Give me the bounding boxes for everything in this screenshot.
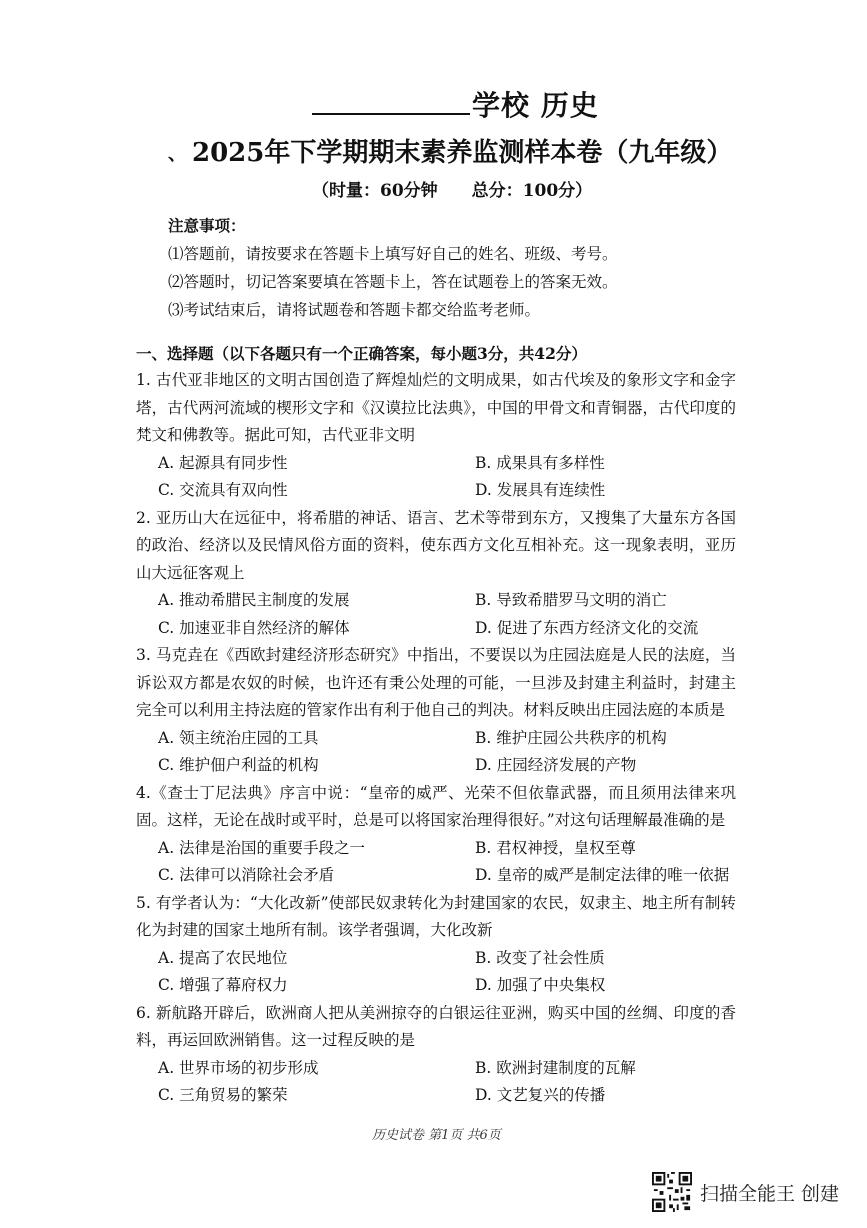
option-b: B. 欧洲封建制度的瓦解 <box>475 1058 636 1077</box>
option-c: C. 交流具有双向性 <box>158 481 288 499</box>
question-3 <box>136 642 736 780</box>
option-a: A. 推动希腊民主制度的发展 <box>158 591 350 609</box>
qr-code-icon <box>652 1172 692 1212</box>
option-a: A. 起源具有同步性 <box>158 453 288 472</box>
notes-title: 注意事项： <box>168 216 246 235</box>
option-d: D. 庄园经济发展的产物 <box>475 756 637 774</box>
note-item: ⑶考试结束后，请将试题卷和答题卡都交给监考老师。 <box>168 301 541 319</box>
exam-duration: （时量：60分钟 <box>312 181 438 201</box>
question-stem: 5. 有学者认为：“大化改新”使部民奴隶转化为封建国家的农民，奴隶主、地主所有制转化为封建的国家土地所有制。该学者强调，大化改新 <box>136 893 736 939</box>
question-options <box>136 725 736 780</box>
option-b: B. 君权神授，皇权至尊 <box>475 838 636 857</box>
question-4 <box>136 780 736 890</box>
page-footer: 历史试卷 第1页 共6页 <box>372 1128 501 1143</box>
school-subject-label: 学校 历史 <box>472 89 599 122</box>
question-stem: 2. 亚历山大在远征中，将希腊的神话、语言、艺术等带到东方，又搜集了大量东方各国的政治、经济以及民情风俗方面的资料，使东西方文化互相补充。这一现象表明，亚历山大远征客观上 <box>136 508 736 582</box>
note-item: ⑵答题时，切记答案要填在答题卡上，答在试题卷上的答案无效。 <box>168 273 618 291</box>
question-stem: 4.《查士丁尼法典》序言中说：“皇帝的威严、光荣不但依靠武器，而且须用法律来巩固。这样，无论在战时或平时，总是可以将国家治理得很好。”对这句话理解最准确的是 <box>136 783 736 829</box>
option-b: B. 维护庄园公共秩序的机构 <box>475 728 667 747</box>
option-a: A. 世界市场的初步形成 <box>158 1058 319 1077</box>
question-2 <box>136 505 736 643</box>
exam-time-info <box>312 176 592 201</box>
question-stem: 1. 古代亚非地区的文明古国创造了辉煌灿烂的文明成果，如古代埃及的象形文字和金字塔，古代两河流域的楔形文字和《汉谟拉比法典》，中国的甲骨文和青铜器，古代印度的梵文和佛教等。据此可知，古代亚非文明 <box>136 371 736 444</box>
school-subject-title <box>312 84 599 124</box>
section-title: 一、选择题（以下各题只有一个正确答案，每小题3分，共42分） <box>136 344 587 363</box>
question-options <box>136 1055 736 1110</box>
question-options <box>136 450 736 505</box>
note-item: ⑴答题前，请按要求在答题卡上填写好自己的姓名、班级、考号。 <box>168 245 618 263</box>
option-d: D. 促进了东西方经济文化的交流 <box>475 618 699 637</box>
option-b: B. 导致希腊罗马文明的消亡 <box>475 591 667 609</box>
question-options <box>136 835 736 890</box>
question-5 <box>136 890 736 1000</box>
option-a: A. 提高了农民地位 <box>158 948 288 967</box>
option-a: A. 法律是治国的重要手段之一 <box>158 838 366 857</box>
question-list <box>136 367 736 1110</box>
question-stem: 6. 新航路开辟后，欧洲商人把从美洲掠夺的白银运往亚洲，购买中国的丝绸、印度的香料，再运回欧洲销售。这一过程反映的是 <box>136 1003 736 1049</box>
option-b: B. 改变了社会性质 <box>475 948 605 967</box>
question-options <box>136 587 736 642</box>
school-name-blank <box>312 87 470 115</box>
question-options <box>136 945 736 1000</box>
exam-title: 2025年下学期期末素养监测样本卷（九年级） <box>192 138 733 168</box>
scan-mark: 、 <box>168 144 186 165</box>
scanner-watermark <box>652 1172 839 1212</box>
option-a: A. 领主统治庄园的工具 <box>158 728 319 747</box>
question-1 <box>136 367 736 505</box>
option-c: C. 法律可以消除社会矛盾 <box>158 866 335 884</box>
option-d: D. 发展具有连续性 <box>475 481 606 499</box>
option-c: C. 加速亚非自然经济的解体 <box>158 618 350 637</box>
notes-block <box>168 212 618 324</box>
option-d: D. 加强了中央集权 <box>475 976 606 994</box>
option-d: D. 文艺复兴的传播 <box>475 1086 606 1104</box>
option-c: C. 增强了幕府权力 <box>158 976 288 994</box>
question-stem: 3. 马克垚在《西欧封建经济形态研究》中指出，不要误以为庄园法庭是人民的法庭，当诉讼双方都是农奴的时候，也许还有秉公处理的可能，一旦涉及封建主利益时，封建主完全可以利用主持法庭的管家作出有利于他自己的判决。材料反映出庄园法庭的本质是 <box>136 646 736 719</box>
option-c: C. 维护佃户利益的机构 <box>158 756 319 774</box>
option-c: C. 三角贸易的繁荣 <box>158 1086 288 1104</box>
scanner-label: 扫描全能王 创建 <box>700 1182 840 1205</box>
option-d: D. 皇帝的威严是制定法律的唯一依据 <box>475 866 730 884</box>
question-6 <box>136 1000 736 1110</box>
option-b: B. 成果具有多样性 <box>475 453 605 472</box>
exam-total-score: 总分：100分） <box>471 181 593 201</box>
